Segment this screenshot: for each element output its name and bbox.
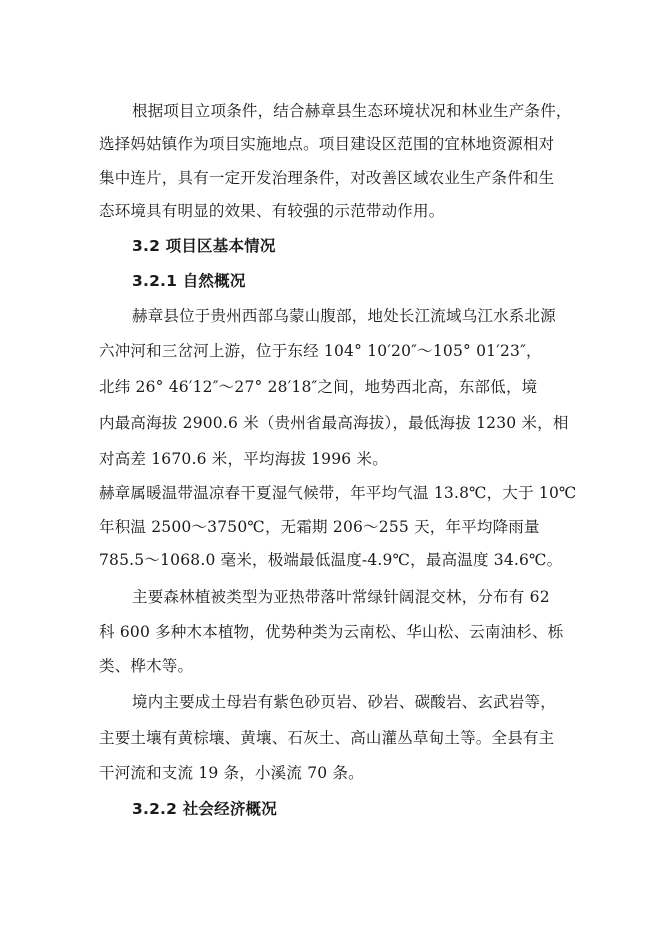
- text-line: 年积温 2500～3750℃，无霜期 206～255 天，年平均降雨量: [99, 518, 540, 536]
- section-heading-3-2-1: 3.2.1 自然概况: [132, 272, 246, 290]
- section-heading-3-2-2: 3.2.2 社会经济概况: [132, 800, 277, 818]
- text-line: 主要土壤有黄棕壤、黄壤、石灰土、高山灌丛草甸土等。全县有主: [99, 729, 555, 747]
- text-line: 态环境具有明显的效果、有较强的示范带动作用。: [99, 202, 445, 220]
- section-heading-3-2: 3.2 项目区基本情况: [132, 237, 276, 255]
- text-line: 选择妈姑镇作为项目实施地点。项目建设区范围的宜林地资源相对: [99, 135, 555, 153]
- text-line: 类、桦木等。: [99, 657, 194, 675]
- text-line: 科 600 多种木本植物，优势种类为云南松、华山松、云南油杉、栎: [99, 623, 564, 641]
- text-line: 内最高海拔 2900.6 米（贵州省最高海拔），最低海拔 1230 米，相: [99, 414, 569, 432]
- text-line: 六冲河和三岔河上游，位于东经 104° 10′20″～105° 01′23″，: [99, 342, 542, 360]
- text-line: 北纬 26° 46′12″～27° 28′18″之间，地势西北高，东部低，境: [99, 378, 538, 396]
- text-line: 集中连片，具有一定开发治理条件，对改善区域农业生产条件和生: [99, 169, 555, 187]
- text-line: 主要森林植被类型为亚热带落叶常绿针阔混交林，分布有 62: [132, 588, 550, 606]
- text-line: 境内主要成土母岩有紫色砂页岩、砂岩、碳酸岩、玄武岩等，: [132, 693, 556, 711]
- text-line: 785.5～1068.0 毫米，极端最低温度-4.9℃，最高温度 34.6℃。: [99, 551, 563, 569]
- text-line: 赫章属暖温带温凉春干夏湿气候带，年平均气温 13.8℃，大于 10℃: [99, 484, 577, 502]
- text-line: 赫章县位于贵州西部乌蒙山腹部，地处长江流域乌江水系北源: [132, 307, 556, 325]
- text-line: 对高差 1670.6 米，平均海拔 1996 米。: [99, 450, 388, 468]
- text-line: 根据项目立项条件，结合赫章县生态环境状况和林业生产条件，: [132, 102, 572, 120]
- text-line: 干河流和支流 19 条，小溪流 70 条。: [99, 764, 364, 782]
